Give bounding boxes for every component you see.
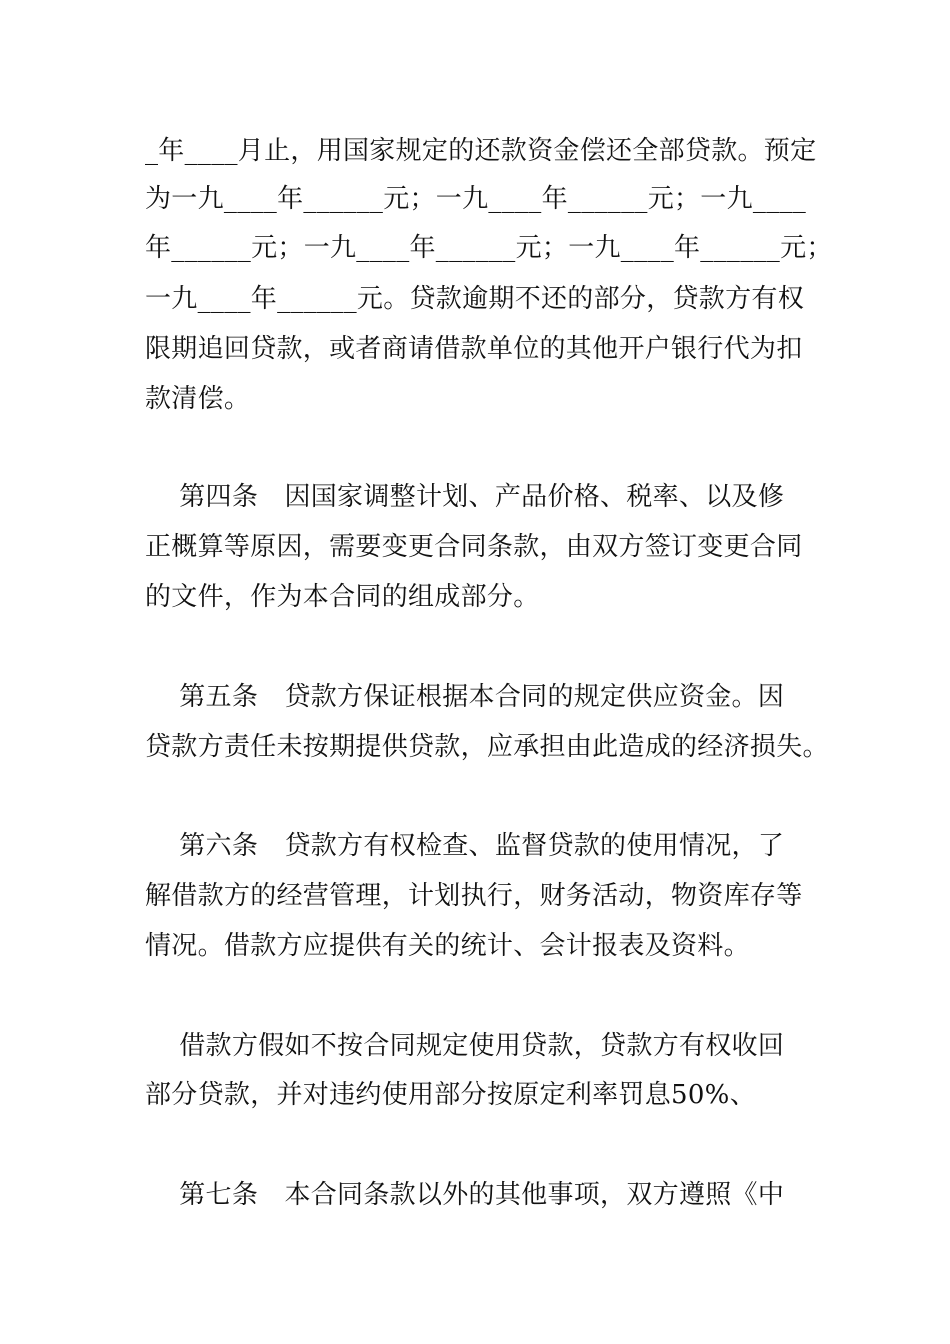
text-line: 款清偿。 bbox=[145, 384, 251, 414]
text-line: 第七条 本合同条款以外的其他事项，双方遵照《中 bbox=[145, 1180, 785, 1210]
text-line: 第六条 贷款方有权检查、监督贷款的使用情况，了 bbox=[145, 831, 785, 861]
text-line: 的文件，作为本合同的组成部分。 bbox=[145, 582, 540, 612]
text-line: 部分贷款，并对违约使用部分按原定利率罚息50%、 bbox=[145, 1080, 756, 1110]
text-line: 情况。借款方应提供有关的统计、会计报表及资料。 bbox=[145, 931, 750, 961]
text-line: _年____月止，用国家规定的还款资金偿还全部贷款。预定 bbox=[145, 136, 817, 166]
text-line: 限期追回贷款，或者商请借款单位的其他开户银行代为扣 bbox=[145, 334, 803, 364]
text-line: 第五条 贷款方保证根据本合同的规定供应资金。因 bbox=[145, 682, 785, 712]
text-line: 解借款方的经营管理，计划执行，财务活动，物资库存等 bbox=[145, 881, 803, 911]
text-line: 正概算等原因，需要变更合同条款，由双方签订变更合同 bbox=[145, 532, 803, 562]
text-line: 第四条 因国家调整计划、产品价格、税率、以及修 bbox=[145, 482, 785, 512]
text-line: 年______元；一九____年______元；一九____年______元； bbox=[145, 233, 833, 263]
text-line: 贷款方责任未按期提供贷款，应承担由此造成的经济损失。 bbox=[145, 732, 829, 762]
text-line: 为一九____年______元；一九____年______元；一九____ bbox=[145, 184, 807, 214]
text-line: 一九____年______元。贷款逾期不还的部分，贷款方有权 bbox=[145, 284, 805, 314]
text-line: 借款方假如不按合同规定使用贷款，贷款方有权收回 bbox=[145, 1031, 785, 1061]
